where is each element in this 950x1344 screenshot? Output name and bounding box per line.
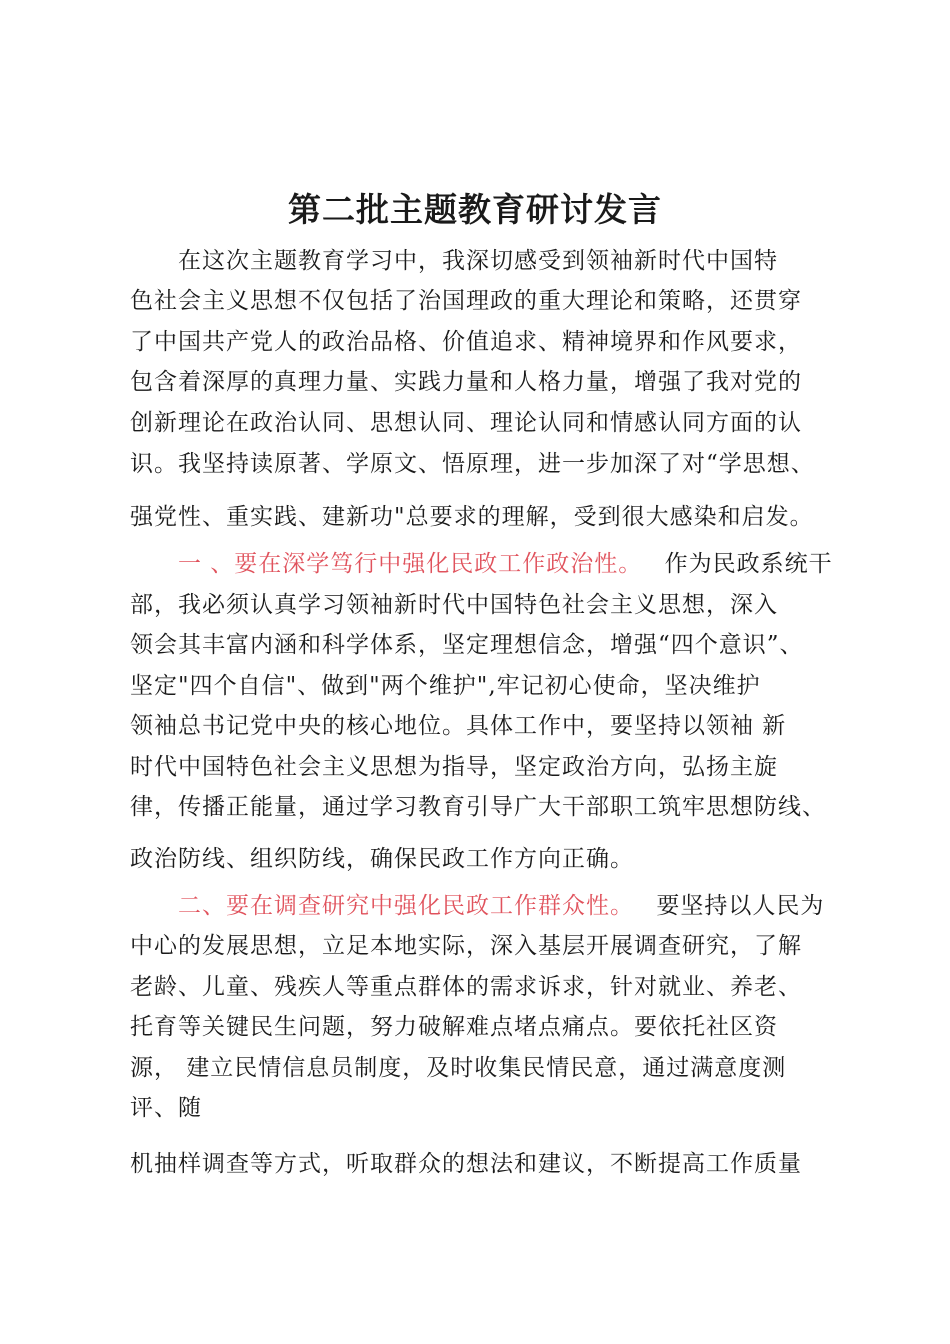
intro-line: 包含着深厚的真理力量、实践力量和人格力量，增强了我对党的 — [130, 369, 802, 395]
intro-line: 在这次主题教育学习中，我深切感受到领袖新时代中国特 — [178, 248, 778, 274]
section2-line: 源， 建立民情信息员制度，及时收集民情民意，通过满意度测 — [130, 1055, 787, 1081]
section2-first-line — [178, 891, 824, 921]
intro-line: 色社会主义思想不仅包括了治国理政的重大理论和策略，还贯穿 — [130, 288, 802, 314]
section2-line: 托育等关键民生问题，努力破解难点堵点痛点。要依托社区资 — [130, 1014, 778, 1040]
document-title: 第二批主题教育研讨发言 — [288, 190, 662, 229]
section2-line: 中心的发展思想，立足本地实际，深入基层开展调查研究，了解 — [130, 933, 802, 959]
section1-line: 部，我必须认真学习领袖新时代中国特色社会主义思想，深入 — [130, 592, 778, 618]
section2-line: 评、随 — [130, 1095, 202, 1121]
section1-line: 坚定"四个自信"、做到"两个维护",牢记初心使命，坚决维护 — [130, 673, 761, 699]
section2-heading: 二、要在调查研究中强化民政工作群众性。 — [178, 893, 634, 919]
intro-line: 了中国共产党人的政治品格、价值追求、精神境界和作风要求， — [130, 329, 802, 355]
intro-line: 创新理论在政治认同、思想认同、理论认同和情感认同方面的认 — [130, 410, 802, 436]
section2-first-line-text: 要坚持以人民为 — [656, 893, 825, 919]
intro-line: 识。我坚持读原著、学原文、悟原理，进一步加深了对“学思想、 — [130, 451, 815, 477]
section1-line: 领会其丰富内涵和科学体系，坚定理想信念，增强“四个意识”、 — [130, 632, 804, 658]
section2-line: 机抽样调查等方式，听取群众的想法和建议，不断提高工作质量 — [130, 1151, 802, 1177]
section2-line: 老龄、儿童、残疾人等重点群体的需求诉求，针对就业、养老、 — [130, 974, 802, 1000]
section1-line: 时代中国特色社会主义思想为指导，坚定政治方向，弘扬主旋 — [130, 754, 778, 780]
section1-first-line-text: 作为民政系统干 — [664, 551, 833, 577]
section1-first-line — [178, 549, 833, 579]
section1-line: 领袖总书记党中央的核心地位。具体工作中，要坚持以领袖 新 — [130, 713, 787, 739]
intro-line: 强党性、重实践、建新功"总要求的理解，受到很大感染和启发。 — [130, 504, 814, 530]
section1-heading: 一 、要在深学笃行中强化民政工作政治性。 — [178, 551, 643, 577]
section1-line: 律，传播正能量，通过学习教育引导广大干部职工筑牢思想防线、 — [130, 794, 826, 820]
section1-line: 政治防线、组织防线，确保民政工作方向正确。 — [130, 846, 634, 872]
